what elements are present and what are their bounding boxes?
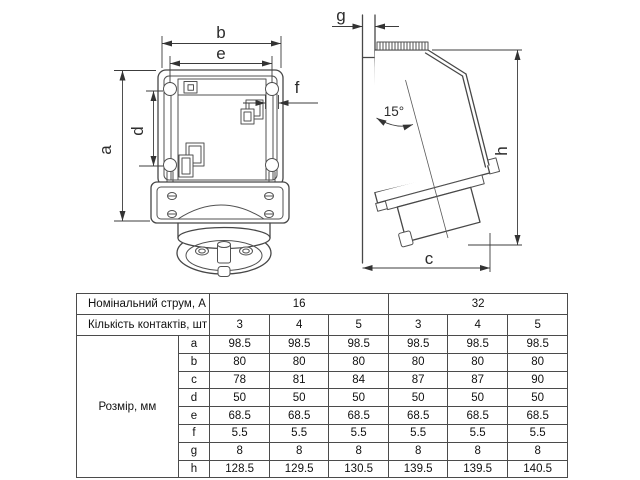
dim-label-e: e	[216, 44, 226, 63]
table-row	[77, 336, 568, 354]
dim-label-a: a	[96, 145, 115, 155]
table-cell: 68.5	[270, 407, 329, 425]
table-cell: 5.5	[448, 424, 508, 442]
table-cell: 50	[210, 389, 270, 407]
dim-label-b: b	[216, 23, 226, 42]
dim-label-f: f	[294, 78, 300, 97]
dim-letter-cell: e	[178, 407, 209, 425]
table-cell: 5.5	[329, 424, 389, 442]
table-cell: 3	[389, 315, 448, 336]
angle-label: 15°	[383, 104, 405, 119]
table-cell: 8	[210, 442, 270, 460]
side-view	[332, 6, 522, 272]
table-cell: 98.5	[270, 336, 329, 354]
table-cell: 5.5	[508, 424, 568, 442]
table-cell: 98.5	[448, 336, 508, 354]
dim-letter-cell: h	[178, 460, 209, 478]
table-cell: 16	[210, 294, 389, 315]
current-header-cell: Номінальний струм, А	[77, 294, 210, 315]
table-cell: 8	[270, 442, 329, 460]
table-cell: 80	[270, 353, 329, 371]
front-view	[96, 23, 318, 277]
spec-table	[76, 293, 568, 478]
table-cell: 68.5	[389, 407, 448, 425]
dim-letter-cell: d	[178, 389, 209, 407]
dimension-c	[363, 233, 491, 272]
table-cell: 84	[329, 371, 389, 389]
table-cell: 68.5	[329, 407, 389, 425]
table-cell: 8	[508, 442, 568, 460]
dim-label-d: d	[128, 126, 147, 136]
table-cell: 50	[270, 389, 329, 407]
flange-plate	[151, 182, 289, 223]
table-cell: 68.5	[448, 407, 508, 425]
table-cell: 50	[448, 389, 508, 407]
dim-label-g: g	[336, 6, 346, 25]
spec-table-body	[77, 294, 568, 478]
table-cell: 50	[329, 389, 389, 407]
table-cell: 8	[329, 442, 389, 460]
table-cell: 128.5	[210, 460, 270, 478]
dim-label-h: h	[492, 146, 511, 156]
dim-letter-cell: f	[178, 424, 209, 442]
table-cell: 90	[508, 371, 568, 389]
table-cell: 5.5	[389, 424, 448, 442]
dim-letter-cell: g	[178, 442, 209, 460]
table-row	[77, 294, 568, 315]
table-cell: 98.5	[329, 336, 389, 354]
dimension-g	[332, 6, 399, 27]
table-cell: 4	[270, 315, 329, 336]
table-cell: 98.5	[389, 336, 448, 354]
table-cell: 80	[210, 353, 270, 371]
table-cell: 68.5	[508, 407, 568, 425]
table-cell: 5	[508, 315, 568, 336]
table-cell: 81	[270, 371, 329, 389]
table-cell: 5	[329, 315, 389, 336]
table-cell: 140.5	[508, 460, 568, 478]
dim-letter-cell: a	[178, 336, 209, 354]
table-cell: 78	[210, 371, 270, 389]
table-cell: 98.5	[508, 336, 568, 354]
table-row	[77, 315, 568, 336]
table-cell: 68.5	[210, 407, 270, 425]
table-cell: 50	[508, 389, 568, 407]
table-cell: 80	[389, 353, 448, 371]
table-cell: 87	[389, 371, 448, 389]
dim-label-c: c	[424, 249, 434, 268]
table-cell: 80	[448, 353, 508, 371]
table-cell: 80	[329, 353, 389, 371]
table-cell: 87	[448, 371, 508, 389]
table-cell: 80	[508, 353, 568, 371]
socket-face	[177, 223, 271, 277]
table-cell: 139.5	[448, 460, 508, 478]
contacts-header-cell: Кількість контактів, шт	[77, 315, 210, 336]
table-cell: 8	[389, 442, 448, 460]
table-cell: 139.5	[389, 460, 448, 478]
table-cell: 3	[210, 315, 270, 336]
table-cell: 32	[389, 294, 568, 315]
table-cell: 4	[448, 315, 508, 336]
dimension-a	[96, 71, 156, 222]
dim-letter-cell: b	[178, 353, 209, 371]
table-cell: 98.5	[210, 336, 270, 354]
top-ribs	[377, 42, 428, 50]
dim-letter-cell: c	[178, 371, 209, 389]
table-cell: 50	[389, 389, 448, 407]
table-cell: 5.5	[210, 424, 270, 442]
table-cell: 129.5	[270, 460, 329, 478]
table-cell: 8	[448, 442, 508, 460]
table-cell: 5.5	[270, 424, 329, 442]
table-cell: 130.5	[329, 460, 389, 478]
size-label-cell: Розмір, мм	[77, 336, 179, 478]
